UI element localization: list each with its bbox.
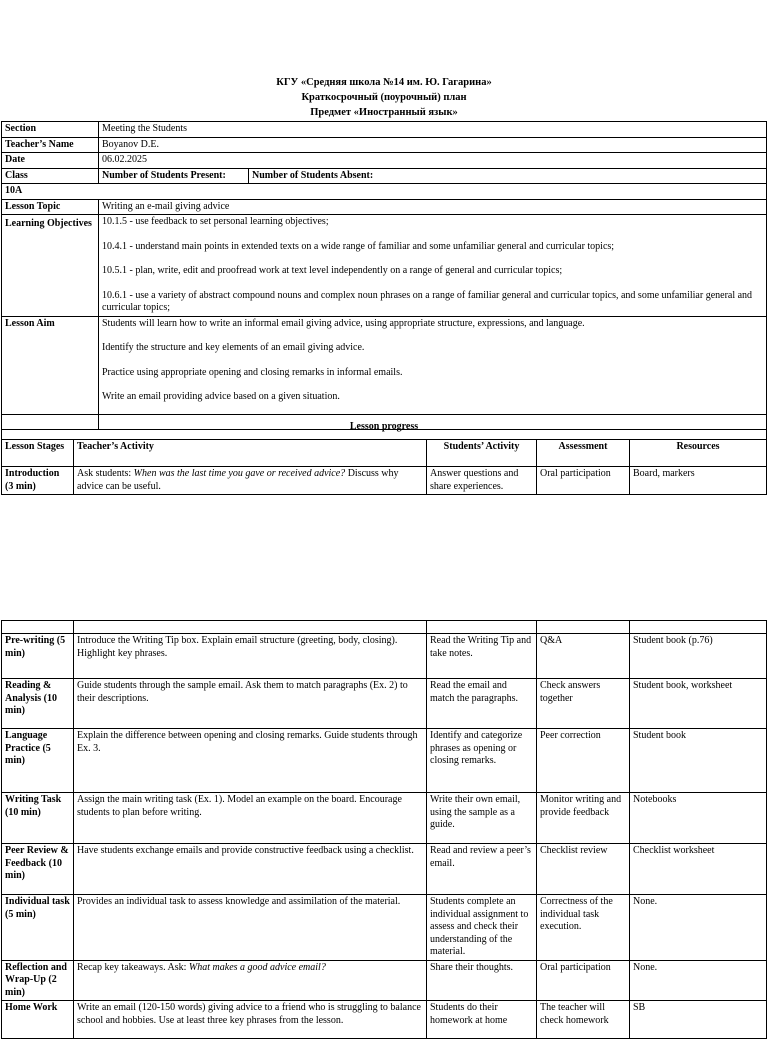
lesson-progress-table-continued xyxy=(1,620,767,1039)
class-label: Class xyxy=(2,168,99,184)
students-activity-cell: Read and review a peer’s email. xyxy=(427,844,537,895)
teacher-activity-cell: Introduce the Writing Tip box. Explain email structure (greeting, body, closing). Highlight key phrases. xyxy=(74,634,427,679)
teacher-row xyxy=(2,137,767,153)
stage-cell: Pre-writing (5 min) xyxy=(2,634,74,679)
topic-row xyxy=(2,199,767,215)
stage-cell: Individual task (5 min) xyxy=(2,895,74,961)
date-value: 06.02.2025 xyxy=(99,153,767,169)
objectives-row xyxy=(2,215,767,317)
date-label: Date xyxy=(2,153,99,169)
resources-cell: Student book, worksheet xyxy=(630,679,767,729)
resources-cell: Checklist worksheet xyxy=(630,844,767,895)
subject-title: Предмет «Иностранный язык» xyxy=(310,107,458,118)
table-row xyxy=(2,467,767,495)
teacher-question: What makes a good advice email? xyxy=(188,961,326,973)
students-activity-cell: Write their own email, using the sample as a guide. xyxy=(427,793,537,844)
table-row xyxy=(2,634,767,679)
section-value: Meeting the Students xyxy=(99,122,767,138)
resources-cell: Notebooks xyxy=(630,793,767,844)
objectives-cell xyxy=(99,215,767,317)
topic-value: Writing an e-mail giving advice xyxy=(99,199,767,215)
aim-row xyxy=(2,316,767,429)
resources-cell: SB xyxy=(630,1001,767,1039)
teacher-question: When was the last time you gave or received advice? xyxy=(133,468,346,479)
resources-cell: None. xyxy=(630,895,767,961)
teacher-activity-cell: Guide students through the sample email. Ask them to match paragraphs (Ex. 2) to their descriptions. xyxy=(74,679,427,729)
table-row xyxy=(2,844,767,895)
header-stages: Lesson Stages xyxy=(2,440,74,467)
teacher-activity-cell: Explain the difference between opening and closing remarks. Guide students through Ex. 3. xyxy=(74,729,427,793)
assessment-cell: Oral participation xyxy=(537,467,630,495)
header-students: Students’ Activity xyxy=(427,440,537,467)
stage-cell: Home Work xyxy=(2,1001,74,1039)
aim-label: Lesson Aim xyxy=(2,316,99,429)
table-row xyxy=(2,1001,767,1039)
teacher-activity-cell xyxy=(74,467,427,495)
teacher-activity-cell: Write an email (120-150 words) giving advice to a friend who is struggling to balance school and hobbies. Use at least three key phrases from the lesson. xyxy=(74,1001,427,1039)
lesson-progress-table xyxy=(1,414,767,495)
students-activity-cell: Identify and categorize phrases as opening or closing remarks. xyxy=(427,729,537,793)
absent-label: Number of Students Absent: xyxy=(249,168,767,184)
objective-item: 10.5.1 - plan, write, edit and proofread work at text level independently on a range of general and curricular topics; xyxy=(102,265,563,276)
progress-title-row xyxy=(2,415,767,440)
teacher-activity-cell: Have students exchange emails and provide constructive feedback using a checklist. xyxy=(74,844,427,895)
objective-item: 10.1.5 - use feedback to set personal learning objectives; xyxy=(102,216,329,227)
assessment-cell: The teacher will check homework xyxy=(537,1001,630,1039)
assessment-cell: Correctness of the individual task execution. xyxy=(537,895,630,961)
resources-cell: Student book xyxy=(630,729,767,793)
section-row xyxy=(2,122,767,138)
teacher-activity-cell: Provides an individual task to assess knowledge and assimilation of the material. xyxy=(74,895,427,961)
section-label: Section xyxy=(2,122,99,138)
date-row xyxy=(2,153,767,169)
stage-cell: Peer Review & Feedback (10 min) xyxy=(2,844,74,895)
progress-title: Lesson progress xyxy=(2,415,767,440)
students-activity-cell: Share their thoughts. xyxy=(427,960,537,1001)
teacher-activity-cell: Assign the main writing task (Ex. 1). Model an example on the board. Encourage students to plan before writing. xyxy=(74,793,427,844)
stage-cell: Writing Task (10 min) xyxy=(2,793,74,844)
progress-header-row xyxy=(2,440,767,467)
resources-cell: Board, markers xyxy=(630,467,767,495)
aim-item: Identify the structure and key elements of an email giving advice. xyxy=(102,342,365,353)
empty-header-row xyxy=(2,621,767,634)
table-row xyxy=(2,679,767,729)
resources-cell: Student book (p.76) xyxy=(630,634,767,679)
aim-cell xyxy=(99,316,767,429)
assessment-cell: Oral participation xyxy=(537,960,630,1001)
students-activity-cell: Read the email and match the paragraphs. xyxy=(427,679,537,729)
plan-title: Краткосрочный (поурочный) план xyxy=(301,92,467,103)
students-activity-cell: Answer questions and share experiences. xyxy=(427,467,537,495)
teacher-activity-cell xyxy=(74,960,427,1001)
class-row xyxy=(2,168,767,184)
resources-cell: None. xyxy=(630,960,767,1001)
teacher-text: Discuss why advice can be useful. xyxy=(77,468,399,492)
table-row xyxy=(2,895,767,961)
school-name: КГУ «Средняя школа №14 им. Ю. Гагарина» xyxy=(276,77,492,88)
lesson-info-table xyxy=(1,121,767,430)
students-activity-cell: Read the Writing Tip and take notes. xyxy=(427,634,537,679)
teacher-text: Recap key takeaways. Ask: xyxy=(77,961,189,973)
header-assessment: Assessment xyxy=(537,440,630,467)
header-resources: Resources xyxy=(630,440,767,467)
students-activity-cell: Students do their homework at home xyxy=(427,1001,537,1039)
table-row xyxy=(2,960,767,1001)
teacher-value: Boyanov D.E. xyxy=(99,137,767,153)
aim-item: Write an email providing advice based on a given situation. xyxy=(102,391,340,402)
stage-cell: Introduction (3 min) xyxy=(2,467,74,495)
teacher-label: Teacher’s Name xyxy=(2,137,99,153)
stage-cell: Language Practice (5 min) xyxy=(2,729,74,793)
topic-label: Lesson Topic xyxy=(2,199,99,215)
table-row xyxy=(2,793,767,844)
assessment-cell: Peer correction xyxy=(537,729,630,793)
table-row xyxy=(2,729,767,793)
objectives-label: Learning Objectives xyxy=(2,215,99,317)
objective-item: 10.4.1 - understand main points in extended texts on a wide range of familiar and some unfamiliar general and curricular topics; xyxy=(102,240,615,252)
assessment-cell: Monitor writing and provide feedback xyxy=(537,793,630,844)
assessment-cell: Checklist review xyxy=(537,844,630,895)
header-teacher: Teacher’s Activity xyxy=(74,440,427,467)
assessment-cell: Check answers together xyxy=(537,679,630,729)
teacher-text: Ask students: xyxy=(77,468,134,479)
aim-item: Practice using appropriate opening and closing remarks in informal emails. xyxy=(102,366,403,378)
class-value-row xyxy=(2,184,767,200)
assessment-cell: Q&A xyxy=(537,634,630,679)
class-value: 10A xyxy=(2,184,767,200)
students-activity-cell: Students complete an individual assignment to assess and check their understanding of the material. xyxy=(427,895,537,961)
stage-cell: Reading & Analysis (10 min) xyxy=(2,679,74,729)
stage-cell: Reflection and Wrap-Up (2 min) xyxy=(2,960,74,1001)
present-label: Number of Students Present: xyxy=(99,168,249,184)
objective-item: 10.6.1 - use a variety of abstract compound nouns and complex noun phrases on a range of familiar general and curricular topics, and some unfamiliar general and curricular topics; xyxy=(102,289,753,313)
aim-item: Students will learn how to write an informal email giving advice, using appropriate structure, expressions, and language. xyxy=(102,317,585,329)
